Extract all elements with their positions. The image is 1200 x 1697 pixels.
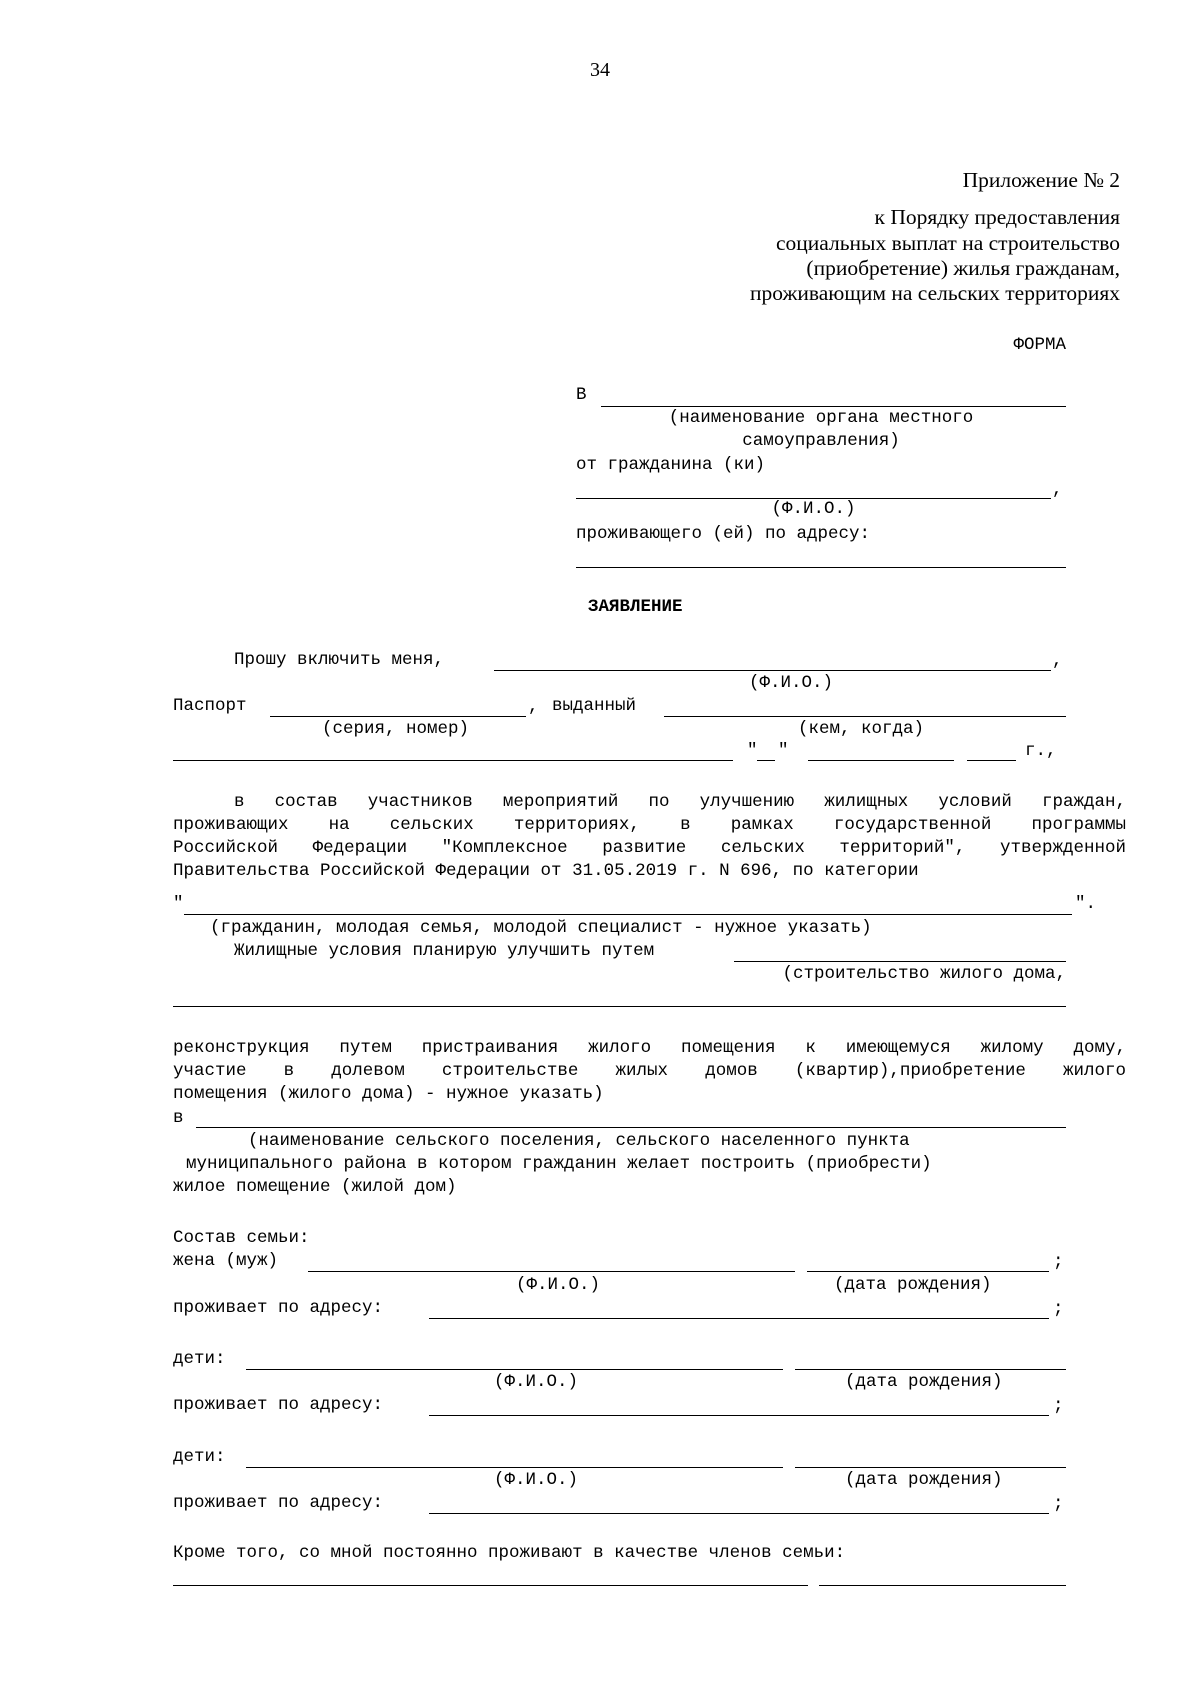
- issue-month-field-line[interactable]: [808, 760, 954, 761]
- improvement-hint-line: реконструкция путем пристраивания жилого помещения к имеющемуся жилому дому,: [173, 1038, 1126, 1058]
- spouse-label: жена (муж): [173, 1251, 279, 1271]
- page-number: 34: [590, 59, 610, 81]
- paragraph-line: Российской Федерации "Комплексное развитие сельских территорий", утвержденной: [173, 838, 1126, 858]
- category-open-quote: ": [173, 894, 184, 914]
- applicant-address-field-line[interactable]: [576, 567, 1066, 568]
- family-title: Состав семьи:: [173, 1228, 310, 1248]
- spouse-address-label: проживает по адресу:: [173, 1298, 384, 1318]
- location-hint: муниципального района в котором гражданин желает построить (приобрести): [186, 1154, 932, 1174]
- fio-hint: (Ф.И.О.): [749, 673, 834, 693]
- child-address-field-line[interactable]: [429, 1513, 1049, 1514]
- fio-hint: (Ф.И.О.): [771, 499, 856, 519]
- fio-hint: (Ф.И.О.): [494, 1470, 579, 1490]
- include-comma: ,: [1052, 651, 1063, 671]
- appendix-line: к Порядку предоставления: [874, 205, 1120, 229]
- passport-series-hint: (серия, номер): [322, 719, 470, 739]
- spouse-birthdate-field-line[interactable]: [807, 1271, 1049, 1272]
- semicolon: ;: [1053, 1252, 1064, 1272]
- improvement-method-continued-line[interactable]: [173, 1006, 1066, 1007]
- child-label: дети:: [173, 1349, 226, 1369]
- appendix-line: (приобретение) жилья гражданам,: [806, 256, 1120, 280]
- other-member-fio-field-line[interactable]: [173, 1585, 808, 1586]
- child-birthdate-field-line[interactable]: [795, 1467, 1066, 1468]
- improvement-hint-line: участие в долевом строительстве жилых домов (квартир),приобретение жилого: [173, 1061, 1126, 1081]
- other-member-birthdate-field-line[interactable]: [819, 1585, 1066, 1586]
- child-fio-field-line[interactable]: [246, 1369, 783, 1370]
- location-prefix: в: [173, 1108, 184, 1128]
- child-address-field-line[interactable]: [429, 1415, 1049, 1416]
- birthdate-hint: (дата рождения): [845, 1470, 1003, 1490]
- child-address-label: проживает по адресу:: [173, 1493, 384, 1513]
- appendix-line: социальных выплат на строительство: [775, 231, 1120, 255]
- organization-hint: самоуправления): [742, 431, 900, 451]
- issue-day-field-line[interactable]: [757, 760, 775, 761]
- child-address-label: проживает по адресу:: [173, 1395, 384, 1415]
- birthdate-hint: (дата рождения): [845, 1372, 1003, 1392]
- passport-comma: ,: [528, 697, 539, 717]
- birthdate-hint: (дата рождения): [834, 1275, 992, 1295]
- location-hint: жилое помещение (жилой дом): [173, 1177, 457, 1197]
- include-label: Прошу включить меня,: [234, 650, 445, 670]
- issuer-hint: (кем, когда): [798, 719, 925, 739]
- fio-comma: ,: [1052, 480, 1063, 500]
- date-close-quote: ": [778, 741, 789, 761]
- semicolon: ;: [1053, 1494, 1064, 1514]
- issuer-continued-field-line[interactable]: [173, 760, 733, 761]
- fio-hint: (Ф.И.О.): [494, 1372, 579, 1392]
- child-birthdate-field-line[interactable]: [795, 1369, 1066, 1370]
- improvement-method-field-line[interactable]: [734, 961, 1066, 962]
- include-fio-field-line[interactable]: [494, 670, 1051, 671]
- semicolon: ;: [1053, 1396, 1064, 1416]
- location-hint: (наименование сельского поселения, сельского населенного пункта: [248, 1131, 910, 1151]
- improvement-hint-line: помещения (жилого дома) - нужное указать): [173, 1084, 604, 1104]
- date-open-quote: ": [747, 741, 758, 761]
- improvement-label: Жилищные условия планирую улучшить путем: [234, 941, 655, 961]
- other-members-label: Кроме того, со мной постоянно проживают в качестве членов семьи:: [173, 1543, 846, 1563]
- passport-series-field-line[interactable]: [270, 716, 526, 717]
- from-citizen-label: от гражданина (ки): [576, 455, 766, 475]
- improvement-hint: (строительство жилого дома,: [782, 964, 1066, 984]
- semicolon: ;: [1053, 1299, 1064, 1319]
- year-suffix: г.,: [1025, 741, 1057, 761]
- paragraph-line: в состав участников мероприятий по улучшению жилищных условий граждан,: [234, 792, 1126, 812]
- category-close-quote: ".: [1075, 894, 1097, 914]
- issue-year-field-line[interactable]: [967, 760, 1016, 761]
- paragraph-line: проживающих на сельских территориях, в рамках государственной программы: [173, 815, 1126, 835]
- paragraph-line: Правительства Российской Федерации от 31.05.2019 г. N 696, по категории: [173, 861, 919, 881]
- issuer-field-line[interactable]: [664, 716, 1066, 717]
- child-label: дети:: [173, 1447, 226, 1467]
- child-fio-field-line[interactable]: [246, 1467, 783, 1468]
- organization-field-line[interactable]: [601, 406, 1066, 407]
- category-field-line[interactable]: [184, 914, 1072, 915]
- statement-title: ЗАЯВЛЕНИЕ: [588, 597, 683, 617]
- appendix-line: проживающим на сельских территориях: [750, 281, 1120, 305]
- residing-address-label: проживающего (ей) по адресу:: [576, 524, 871, 544]
- issued-label: выданный: [552, 696, 637, 716]
- spouse-address-field-line[interactable]: [429, 1318, 1049, 1319]
- appendix-title: Приложение № 2: [962, 168, 1120, 192]
- category-hint: (гражданин, молодая семья, молодой специалист - нужное указать): [210, 918, 872, 938]
- passport-label: Паспорт: [173, 696, 247, 716]
- organization-hint: (наименование органа местного: [668, 408, 974, 428]
- fio-hint: (Ф.И.О.): [516, 1275, 601, 1295]
- spouse-fio-field-line[interactable]: [308, 1271, 795, 1272]
- location-field-line[interactable]: [196, 1127, 1066, 1128]
- form-label: ФОРМА: [1013, 335, 1066, 355]
- to-prefix: В: [576, 385, 587, 405]
